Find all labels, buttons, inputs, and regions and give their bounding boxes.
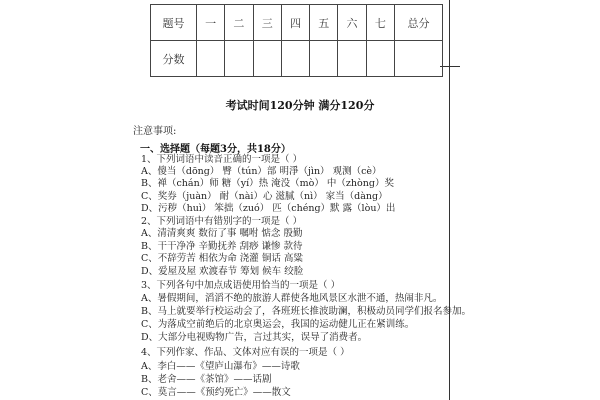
score-cell[interactable] [310,41,338,77]
question-line: 3、下列各句中加点成语使用恰当的一项是（ ） [141,280,341,291]
score-cell[interactable] [281,41,309,77]
option-line: B、干干净净 辛勤抚养 刮痧 谦惨 款待 [141,241,303,252]
score-row-label: 分数 [151,41,197,77]
notice-label: 注意事项: [133,126,177,137]
header-cell: 五 [310,5,338,41]
exam-title: 考试时间120分钟 满分120分 [225,99,375,112]
question-line: 2、下列词语中有错别字的一项是（ ） [141,216,303,227]
option-line: C、不辞劳苦 相依为命 浇灌 铜话 高粱 [141,253,303,264]
score-cell[interactable] [253,41,281,77]
option-line: A、清清爽爽 数衍了事 嘱咐 惦念 殷勤 [141,228,303,239]
score-table-score-row [151,41,443,77]
header-cell: 题号 [151,5,197,41]
score-cell[interactable] [395,41,443,77]
option-line: B、老舍——《茶馆》——话剧 [141,374,272,385]
score-table-header-row [151,5,443,41]
header-cell: 二 [225,5,253,41]
score-cell[interactable] [197,41,225,77]
option-line: A、傻当（dōng） 臀（tún）部 明淨（jìn） 观测（cè） [141,166,382,177]
header-cell: 七 [366,5,394,41]
option-line: B、禅（chán）师 糖（yí）热 淹没（mò） 中（zhòng）奖 [141,178,394,189]
option-line: D、爱屋及屋 欢渡春节 筹划 候车 绞脸 [141,266,304,277]
option-line: C、为落成空前绝后的北京奥运会，我国的运动健儿正在紧训练。 [141,319,415,330]
option-line: D、大部分电视购物广告，言过其实，误导了消费者。 [141,332,368,343]
score-cell[interactable] [338,41,366,77]
page-edge-line [449,0,450,400]
header-cell: 一 [197,5,225,41]
score-cell[interactable] [366,41,394,77]
score-table [150,4,443,77]
option-line: C、莫言——《预约死亡》——散文 [141,387,291,398]
question-line: 1、下列词语中读音正确的一项是（ ） [141,154,303,165]
question-line: 4、下列作家、作品、文体对应有误的一项是（ ） [141,347,350,358]
header-cell: 总分 [395,5,443,41]
option-line: A、李白——《望庐山瀑布》——诗歌 [141,361,300,372]
header-cell: 四 [281,5,309,41]
page-edge-tick [440,66,460,67]
header-cell: 三 [253,5,281,41]
score-cell[interactable] [225,41,253,77]
option-line: B、马上就要举行校运动会了，各班班长推波助澜，积极动员同学们报名参加。 [141,306,471,317]
option-line: C、奖券（juàn） 耐（nài）心 滋腻（nì） 家当（dàng） [141,191,388,202]
option-line: A、暑假期间，滔滔不绝的旅游人群使各地风景区水泄不通，热闹非凡。 [141,293,443,304]
header-cell: 六 [338,5,366,41]
option-line: D、污秽（huì） 笨拙（zuó） 匹（chéng）默 露（lòu）出 [141,203,396,214]
section-heading: 一、选择题（每题3分，共18分） [140,144,291,155]
